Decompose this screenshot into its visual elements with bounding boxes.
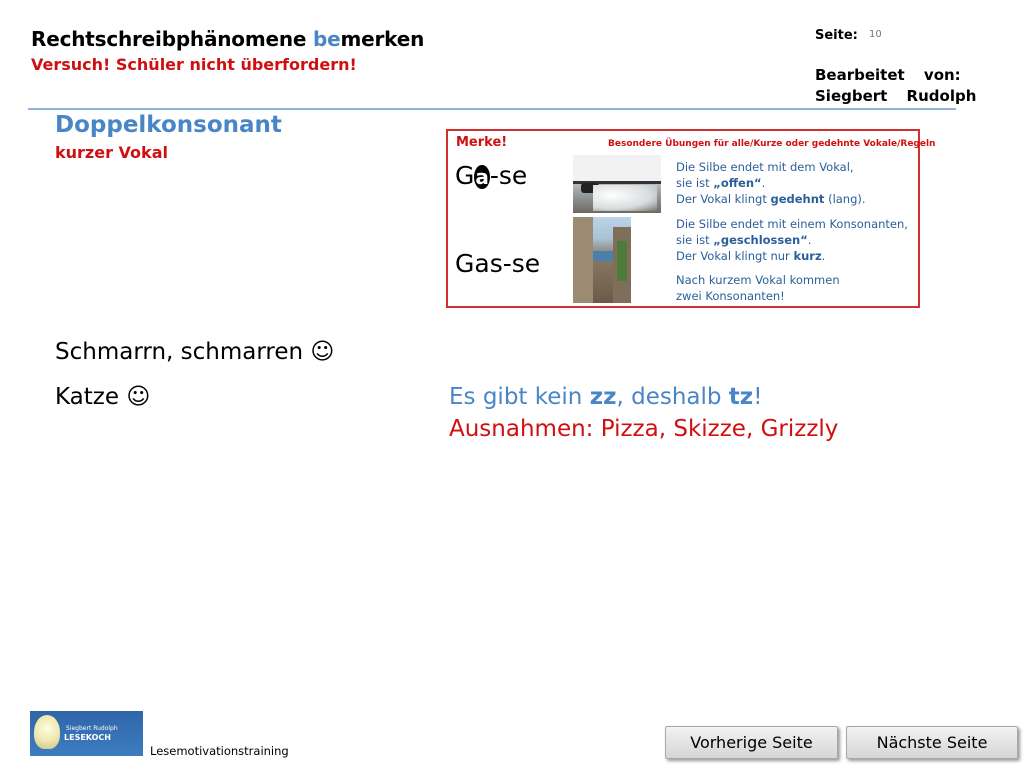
page-number: 10 <box>869 29 882 40</box>
rule-open-line2-pre: sie ist <box>676 176 714 190</box>
merke-title: Merke! <box>456 135 508 150</box>
page-subtitle: Versuch! Schüler nicht überfordern! <box>31 55 357 74</box>
rule-open-line2 <box>676 175 866 191</box>
rule-open-line2-post: . <box>761 176 766 190</box>
tz-rule-tz: tz <box>728 384 754 410</box>
next-page-button[interactable]: Nächste Seite <box>846 726 1018 759</box>
rule-open-line1: Die Silbe endet mit dem Vokal, <box>676 160 854 174</box>
ex1-double-consonant-2: rr <box>256 339 275 365</box>
rule-closed-line3-post: . <box>821 249 826 263</box>
rule-open-line3-bold: gedehnt <box>770 192 825 206</box>
word1-pre: G <box>455 161 475 190</box>
word1-post: -se <box>489 161 528 190</box>
topic-title: Doppelkonsonant <box>55 112 282 138</box>
ex2-part-a: Ka <box>55 384 84 410</box>
tz-rule <box>449 384 762 410</box>
example-word-closed: Gas-se <box>455 249 541 278</box>
editor-name: Siegbert Rudolph <box>815 87 977 105</box>
ex2-part-c: e ☺ <box>104 384 151 410</box>
ex1-part-c: n, schma <box>151 339 257 365</box>
rule-closed-line2-post: . <box>807 233 812 247</box>
smoke-shape <box>593 185 657 211</box>
rule-open-line3-post: (lang). <box>824 192 866 206</box>
ex1-part-e: en ☺ <box>274 339 335 365</box>
rule-closed-line1: Die Silbe endet mit einem Konsonanten, <box>676 217 908 231</box>
merke-box <box>446 129 936 308</box>
lesekoch-logo <box>30 711 143 756</box>
tz-rule-a: Es gibt kein <box>449 384 590 410</box>
rule-closed-line3-pre: Der Vokal klingt nur <box>676 249 794 263</box>
tz-rule-zz: zz <box>589 384 617 410</box>
example-katze <box>55 384 150 410</box>
rule-open-line2-bold: „offen“ <box>713 176 762 190</box>
tz-exceptions: Ausnahmen: Pizza, Skizze, Grizzly <box>449 416 839 442</box>
word1-vowel: a <box>475 165 489 189</box>
rule-consonants-line2: zwei Konsonanten! <box>676 289 785 303</box>
topic-subtitle: kurzer Vokal <box>55 143 168 162</box>
header-divider <box>28 108 956 110</box>
alley-photo <box>573 217 631 303</box>
rule-closed-line2-bold: „geschlossen“ <box>713 233 808 247</box>
rule-open-line3-pre: Der Vokal klingt <box>676 192 771 206</box>
rule-closed-line3 <box>676 248 908 264</box>
rule-closed-line3-bold: kurz <box>793 249 822 263</box>
ex1-part-a: Schma <box>55 339 134 365</box>
rule-text-consonants <box>676 272 840 304</box>
example-word-open <box>455 161 527 190</box>
plant-shape <box>617 241 627 281</box>
car-shape <box>573 155 661 184</box>
rule-consonants-line1: Nach kurzem Vokal kommen <box>676 273 840 287</box>
sea-shape <box>593 251 613 261</box>
rule-text-closed <box>676 216 908 264</box>
title-text-2: merken <box>340 27 425 51</box>
rule-closed-line2-pre: sie ist <box>676 233 714 247</box>
previous-page-button[interactable]: Vorherige Seite <box>665 726 838 759</box>
logo-author: Siegbert Rudolph <box>66 725 118 732</box>
exhaust-smoke-photo <box>573 155 661 213</box>
edited-by-label: Bearbeitet von: <box>815 66 961 84</box>
tz-rule-e: ! <box>753 384 763 410</box>
logo-brand: LESEKOCH <box>64 733 111 742</box>
rule-closed-line2 <box>676 232 908 248</box>
wall-left-shape <box>573 217 593 303</box>
title-highlight: be <box>313 27 341 51</box>
footer-label: Lesemotivationstraining <box>150 744 289 758</box>
title-text-1: Rechtschreibphänomene <box>31 27 314 51</box>
page-label: Seite: <box>815 28 858 43</box>
tz-rule-c: , deshalb <box>616 384 729 410</box>
rule-open-line3 <box>676 191 866 207</box>
ex1-double-consonant-1: rr <box>133 339 152 365</box>
rule-text-open <box>676 159 866 207</box>
merke-subtitle: Besondere Übungen für alle/Kurze oder gedehnte Vokale/Regeln <box>608 139 936 149</box>
page-title <box>31 27 424 51</box>
lightbulb-icon <box>34 715 60 749</box>
example-schmarrn <box>55 339 334 365</box>
ex2-tz: tz <box>83 384 105 410</box>
